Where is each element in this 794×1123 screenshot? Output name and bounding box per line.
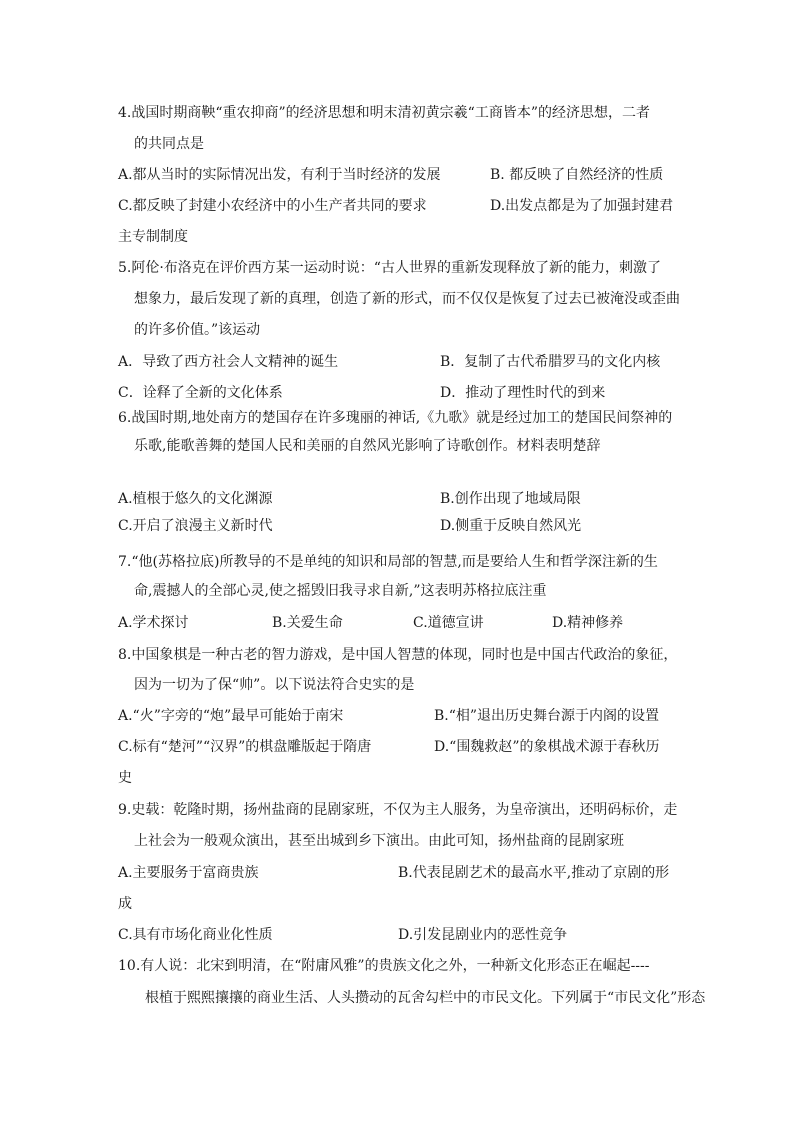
q5-stem-line-2: 想象力，最后发现了新的真理，创造了新的形式，而不仅仅是恢复了过去已被淹没或歪曲 (134, 291, 680, 307)
q6-option-a: A.植根于悠久的文化渊源 (118, 491, 273, 507)
q10-stem-line-1: 10.有人说：北宋到明清，在“附庸风雅”的贵族文化之外，一种新文化形态正在崛起---- (118, 958, 650, 974)
q7-option-c: C.道德宣讲 (413, 615, 484, 631)
q10-stem-line-2: 根植于熙熙攘攘的商业生活、人头攒动的瓦舍勾栏中的市民文化。下列属于“市民文化”形态 (145, 990, 706, 1006)
q8-option-a: A.“火”字旁的“炮”最早可能始于南宋 (118, 708, 344, 724)
q5-option-c: C．诠释了全新的文化体系 (118, 385, 283, 401)
q9-stem-line-2: 上社会为一般观众演出，甚至出城到乡下演出。由此可知，扬州盐商的昆剧家班 (134, 833, 624, 849)
q9-stem-line-1: 9.史载：乾隆时期，扬州盐商的昆剧家班，不仅为主人服务，为皇帝演出，还明码标价，走 (118, 802, 678, 818)
q6-stem-line-2: 乐歌,能歌善舞的楚国人民和美丽的自然风光影响了诗歌创作。材料表明楚辞 (134, 438, 601, 454)
q6-stem-line-1: 6.战国时期,地处南方的楚国存在许多瑰丽的神话,《九歌》就是经过加工的楚国民间祭神的 (118, 410, 673, 426)
q8-stem-line-1: 8.中国象棋是一种古老的智力游戏，是中国人智慧的体现，同时也是中国古代政治的象征， (118, 647, 678, 663)
q4-option-d-wrap: 主专制制度 (118, 229, 188, 245)
q8-option-d-wrap: 史 (118, 770, 132, 786)
q9-option-d: D.引发昆剧业内的恶性竞争 (398, 927, 568, 943)
q4-option-d: D.出发点都是为了加强封建君 (490, 198, 674, 214)
q7-stem-line-2: 命,震撼人的全部心灵,使之摇毁旧我寻求自新,”这表明苏格拉底注重 (134, 583, 547, 599)
q4-stem-line-2: 的共同点是 (134, 136, 204, 152)
q9-option-b-wrap: 成 (118, 896, 132, 912)
q7-stem-line-1: 7.“他(苏格拉底)所教导的不是单纯的知识和局部的智慧,而是要给人生和哲学深注新的生 (118, 554, 658, 570)
q5-stem-line-1: 5.阿伦·布洛克在评价西方某一运动时说：“古人世界的重新发现释放了新的能力，刺激了 (118, 260, 661, 276)
q5-option-a: A．导致了西方社会人文精神的诞生 (118, 354, 339, 370)
q4-stem-line-1: 4.战国时期商鞅“重农抑商”的经济思想和明末清初黄宗羲“工商皆本”的经济思想，二者 (118, 105, 650, 121)
q7-option-b: B.关爱生命 (272, 615, 343, 631)
q7-option-a: A.学术探讨 (118, 615, 189, 631)
q8-stem-line-2: 因为一切为了保“帅”。以下说法符合史实的是 (134, 677, 415, 693)
q4-option-b: B. 都反映了自然经济的性质 (490, 167, 664, 183)
q5-stem-line-3: 的许多价值。”该运动 (134, 322, 261, 338)
q6-option-d: D.侧重于反映自然风光 (440, 518, 582, 534)
q6-option-b: B.创作出现了地域局限 (440, 491, 581, 507)
q7-option-d: D.精神修养 (552, 615, 624, 631)
q8-option-c: C.标有“楚河”“汉界”的棋盘雕版起于隋唐 (118, 739, 372, 755)
q4-option-a: A.都从当时的实际情况出发，有利于当时经济的发展 (118, 167, 441, 183)
q9-option-a: A.主要服务于富商贵族 (118, 865, 259, 881)
q9-option-c: C.具有市场化商业化性质 (118, 927, 273, 943)
q5-option-d: D．推动了理性时代的到来 (440, 385, 606, 401)
q8-option-b: B.“相”退出历史舞台源于内阁的设置 (434, 708, 660, 724)
q4-option-c: C.都反映了封建小农经济中的小生产者共同的要求 (118, 198, 427, 214)
q9-option-b: B.代表昆剧艺术的最高水平,推动了京剧的形 (398, 865, 670, 881)
q6-option-c: C.开启了浪漫主义新时代 (118, 518, 273, 534)
q5-option-b: B．复制了古代希腊罗马的文化内核 (440, 354, 661, 370)
q8-option-d: D.“围魏救赵”的象棋战术源于春秋历 (434, 739, 660, 755)
